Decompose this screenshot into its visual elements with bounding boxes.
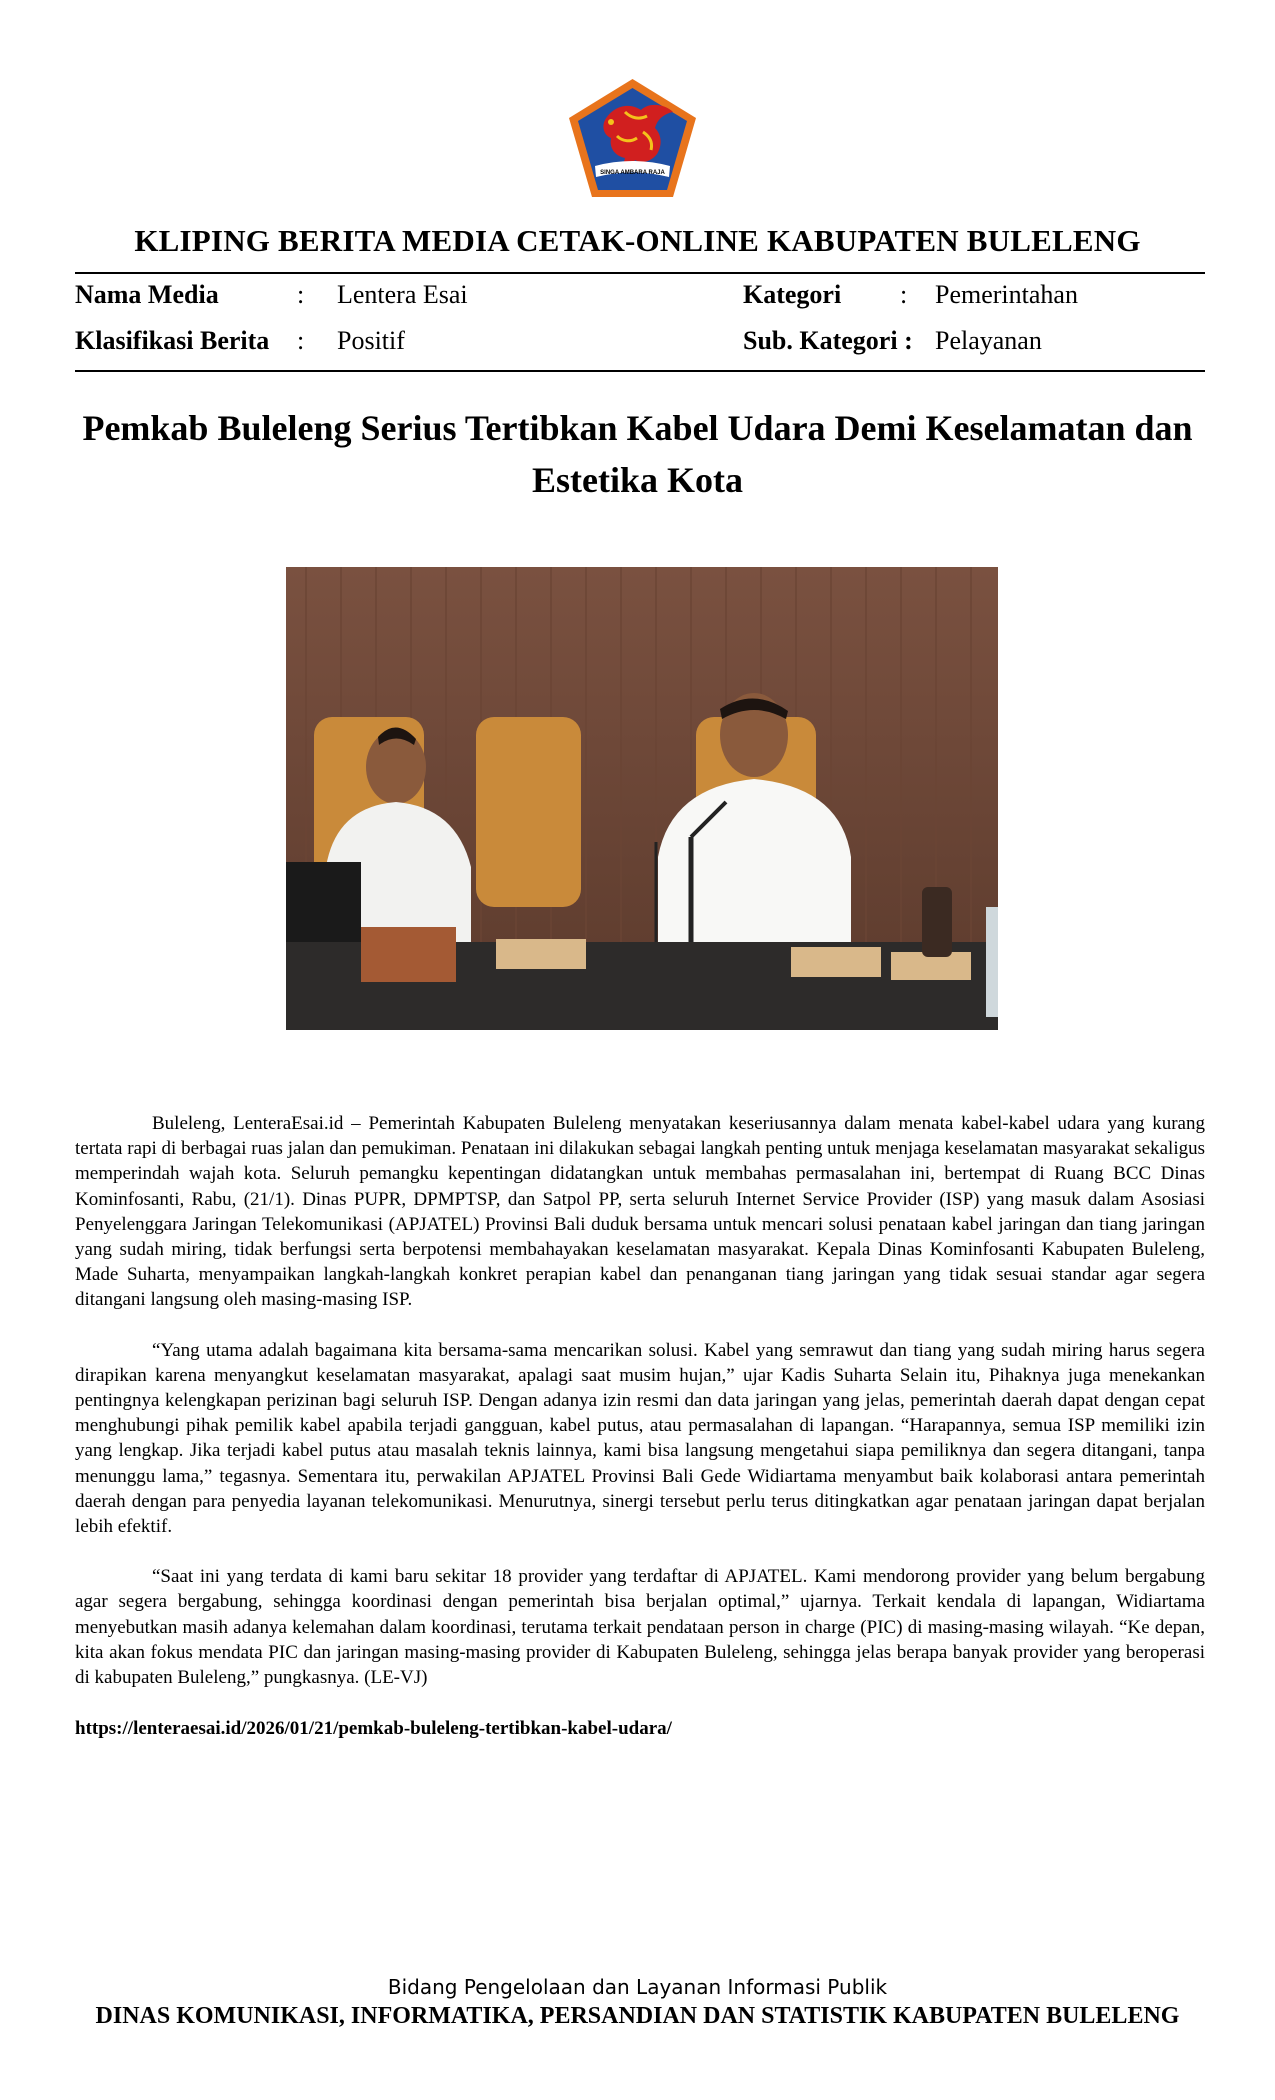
media-colon: :: [297, 280, 305, 309]
footer-agency: DINAS KOMUNIKASI, INFORMATIKA, PERSANDIAN DAN STATISTIK KABUPATEN BULELENG: [95, 2003, 1180, 2029]
kategori-value: Pemerintahan: [935, 280, 1078, 309]
chair-middle: [476, 717, 581, 907]
header-top-divider: [75, 272, 1205, 274]
article-photo: [286, 567, 998, 1030]
kategori-label: Kategori: [743, 280, 842, 309]
meta-row-1: [75, 280, 1205, 312]
klasifikasi-label: Klasifikasi Berita: [75, 326, 270, 355]
article-headline: Pemkab Buleleng Serius Tertibkan Kabel Udara Demi Keselamatan dan Estetika Kota: [82, 408, 1193, 500]
article-body: [75, 1111, 1205, 1715]
media-value: Lentera Esai: [337, 280, 468, 309]
subkategori-value: Pelayanan: [935, 326, 1042, 355]
article-paragraph: Buleleng, LenteraEsai.id – Pemerintah Kabupaten Buleleng menyatakan keseriusannya dalam menata kabel-kabel udara yang kurang tertata rapi di berbagai ruas jalan dan pemukiman. Penataan ini dilakukan sebagai langkah penting untuk menjaga keselamatan masyarakat sekaligus memperindah wajah kota. Seluruh pemangku kepentingan didatangkan untuk membahas permasalahan ini, bertempat di Ruang BCC Dinas Kominfosanti, Rabu, (21/1). Dinas PUPR, DPMPTSP, dan Satpol PP, serta seluruh Internet Service Provider (ISP) yang masuk dalam Asosiasi Penyelenggara Jaringan Telekomunikasi (APJATEL) Provinsi Bali duduk bersama untuk mencari solusi penataan kabel jaringan dan tiang jaringan yang sudah miring, tidak berfungsi serta berpotensi membahayakan keselamatan masyarakat. Kepala Dinas Kominfosanti Kabupaten Buleleng, Made Suharta, menyampaikan langkah-langkah konkret perapian kabel dan penanganan tiang jaringan yang tidak sesuai standar agar segera ditangani langsung oleh masing-masing ISP.: [75, 1113, 1205, 1311]
laptop: [286, 862, 361, 942]
klasifikasi-colon: :: [297, 326, 305, 355]
footer-department: Bidang Pengelolaan dan Layanan Informasi Publik: [387, 1975, 888, 1999]
emblem-caption: SINGA AMBARA RAJA: [600, 170, 665, 176]
thermos-bottle: [922, 887, 952, 957]
meta-row-2: [75, 326, 1205, 358]
media-label: Nama Media: [75, 280, 219, 309]
article-paragraph: “Yang utama adalah bagaimana kita bersama-sama mencarikan solusi. Kabel yang semrawut dan tiang yang sudah miring harus segera dirapikan karena menyangkut keselamatan masyarakat, apalagi saat musim hujan,” ujar Kadis Suharta Selain itu, Pihaknya juga menekankan pentingnya kelengkapan perizinan bagi seluruh ISP. Dengan adanya izin resmi dan data jaringan yang jelas, pemerintah daerah dapat dengan cepat menghubungi pihak pemilik kabel apabila terjadi gangguan, kabel putus, atau permasalahan di lapangan. “Harapannya, semua ISP memiliki izin yang lengkap. Jika terjadi kabel putus atau masalah teknis lainnya, kami bisa langsung mengetahui siapa pemiliknya dan segera ditangani, tanpa menunggu lama,” tegasnya. Sementara itu, perwakilan APJATEL Provinsi Bali Gede Widiartama menyambut baik kolaborasi antara pemerintah daerah dengan para penyedia layanan telekomunikasi. Menurutnya, sinergi tersebut perlu terus ditingkatkan agar penataan jaringan dapat berjalan lebih efektif.: [75, 1339, 1205, 1538]
tissue-box: [361, 927, 456, 982]
kategori-colon: :: [900, 280, 908, 309]
header-bottom-divider: [75, 370, 1205, 372]
source-url-link[interactable]: https://lenteraesai.id/2026/01/21/pemkab-buleleng-tertibkan-kabel-udara/: [75, 1718, 672, 1739]
buleleng-emblem-logo: [565, 76, 700, 200]
klasifikasi-value: Positif: [337, 326, 405, 355]
article-paragraph: “Saat ini yang terdata di kami baru sekitar 18 provider yang terdaftar di APJATEL. Kami mendorong provider yang belum bergabung agar segera bergabung, sehingga koordinasi dengan pemerintah bisa berjalan optimal,” ujarnya. Terkait kendala di lapangan, Widiartama menyebutkan masih adanya kelemahan dalam koordinasi, terutama terkait pendataan person in charge (PIC) di masing-masing wilayah. “Ke depan, kita akan fokus mendata PIC dan jaringan masing-masing provider di Kabupaten Buleleng, sehingga jelas berapa banyak provider yang beroperasi di kabupaten Buleleng,” pungkasnya. (LE-VJ): [75, 1566, 1205, 1689]
page-title: KLIPING BERITA MEDIA CETAK-ONLINE KABUPATEN BULELENG: [134, 223, 1141, 258]
subkategori-label: Sub. Kategori :: [743, 326, 913, 355]
